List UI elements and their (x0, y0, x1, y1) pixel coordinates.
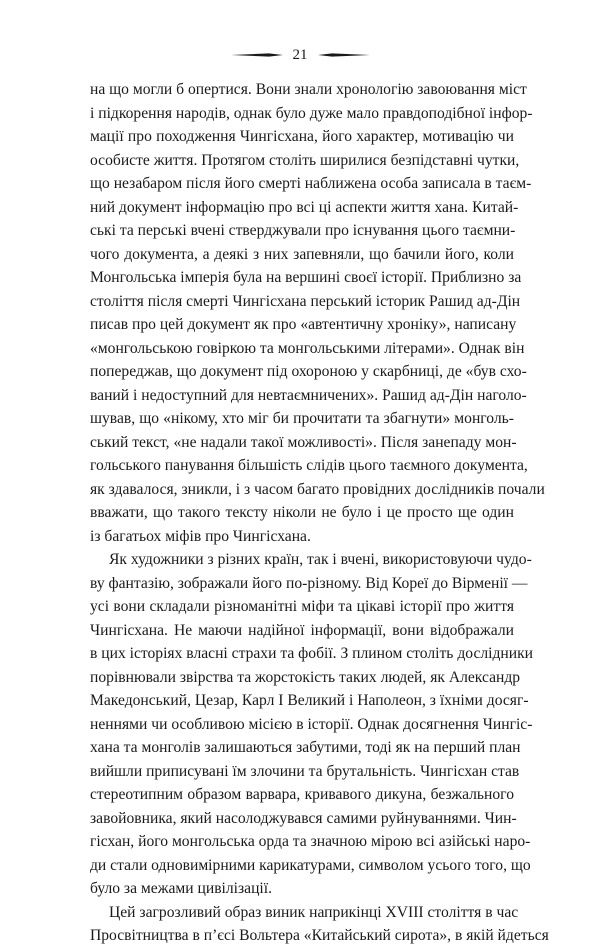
text-line: мації про походження Чингісхана, його характер, мотивацію чи (90, 128, 514, 145)
text-line: вважати, що такого тексту ніколи не було і це просто ще один (90, 504, 514, 521)
text-line: порівнювали звірства та жорстокість таких людей, як Александр (90, 668, 521, 686)
text-line: було за межами цивілізації. (90, 880, 272, 897)
text-line: Як художники з різних країн, так і вчені, використовуючи чудо- (109, 551, 532, 568)
text-line: і підкорення народів, однак було дуже мало правдоподібної інфор- (90, 104, 533, 122)
text-line: гольського панування більшість слідів цього таємного документа, (90, 457, 528, 474)
paragraph (90, 78, 545, 548)
text-line: «монгольською говіркою та монгольськими літерами». Однак він (90, 339, 525, 357)
text-line: що незабаром після його смерті наближена особа записала в таєм- (90, 175, 532, 192)
text-line: Чингісхана. Не маючи надійної інформації, вони відображали (90, 621, 514, 639)
paragraph (90, 901, 549, 948)
text-line: неннями чи особливою місією в історії. Однак досягнення Чингіс- (90, 715, 533, 733)
text-line: Цей загрозливий образ виник наприкінці XVIII століття в час (109, 903, 519, 921)
text-line: стереотипним образом варвара, кривавого дикуна, безжального (90, 786, 514, 803)
text-line: завойовника, який насолоджувався самими руйнуваннями. Чин- (90, 809, 517, 827)
text-line: хана та монголів залишаються забутими, тоді як на перший план (90, 739, 521, 756)
left-ornament-icon (229, 50, 285, 60)
text-line: чого документа, а деякі з них запевняли, що бачили його, коли (90, 245, 514, 263)
text-line: гісхан, його монгольська орда та значною мірою всі азійські наро- (90, 833, 531, 850)
text-line: Просвітництва в п’єсі Вольтера «Китайський сирота», в якій йдеться (90, 927, 549, 944)
right-ornament-icon (316, 50, 372, 60)
text-line: ваний і недоступний для невтаємничених». Рашид ад-Дін наголо- (90, 386, 527, 404)
text-line: шував, що «нікому, хто міг би прочитати та збагнути» монголь- (90, 410, 514, 427)
text-line: як здавалося, зникли, і з часом багато провідних дослідників почали (90, 480, 545, 498)
text-line: ди стали одновимірними карикатурами, символом усього того, що (90, 856, 531, 874)
text-line: ву фантазію, зображали його по-різному. Від Кореї до Вірменії — (90, 574, 528, 592)
page-number: 21 (292, 47, 308, 63)
text-line: попереджав, що документ під охороною у скарбниці, де «був схо- (90, 363, 527, 380)
body-text (90, 78, 549, 948)
text-line: писав про цей документ як про «автентичну хроніку», написану (90, 316, 517, 333)
text-line: ські та перські вчені стверджували про існування цього таємни- (90, 222, 516, 239)
text-line: Македонський, Цезар, Карл I Великий і Наполеон, з їхніми досяг- (90, 692, 529, 709)
text-line: із багатьох міфів про Чингісхана. (90, 527, 311, 545)
text-line: особисте життя. Протягом століть ширилися безпідставні чутки, (90, 151, 520, 169)
text-line: століття після смерті Чингісхана перський історик Рашид ад-Дін (90, 292, 521, 310)
paragraph (90, 548, 534, 901)
text-line: усі вони складали різноманітні міфи та цікаві історії про життя (90, 598, 514, 615)
text-line: в цих історіях власні страхи та фобії. З плином століть дослідники (90, 645, 534, 662)
text-line: ний документ інформацію про всі ці аспекти життя хана. Китай- (90, 198, 519, 216)
text-line: на що могли б опертися. Вони знали хронологію завоювання міст (90, 81, 527, 98)
text-line: вийшли приписувані їм злочини та брутальність. Чингісхан став (90, 762, 520, 780)
page-header (0, 44, 600, 66)
text-line: ський текст, «не надали такої можливості». Після занепаду мон- (90, 433, 517, 451)
text-line: Монгольська імперія була на вершині своєї історії. Приблизно за (90, 269, 522, 286)
